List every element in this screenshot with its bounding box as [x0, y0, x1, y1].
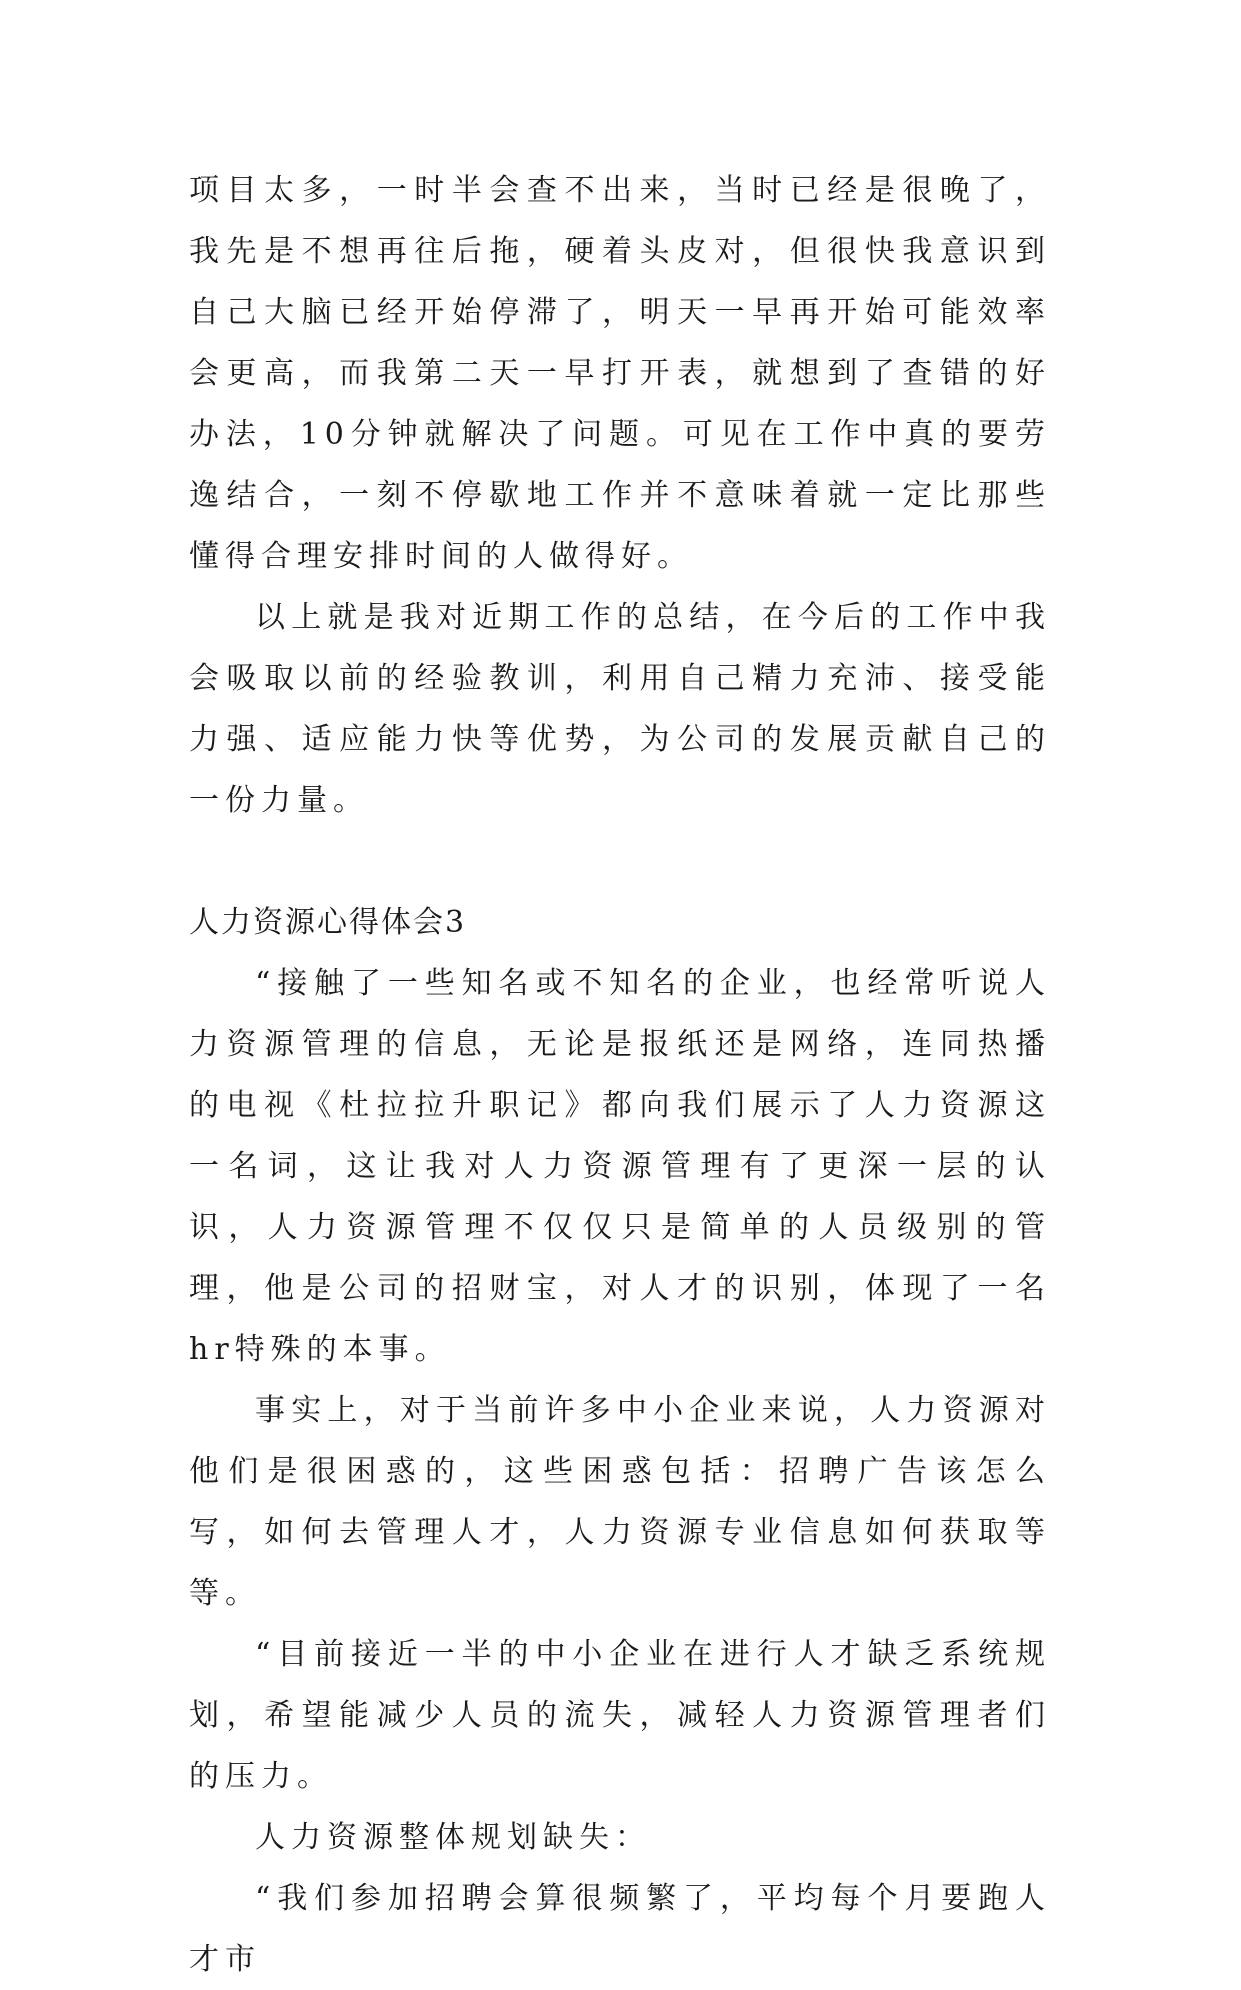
- paragraph-continued: 项目太多，一时半会查不出来，当时已经是很晚了，我先是不想再往后拖，硬着头皮对，但很快我意识到自己大脑已经开始停滞了，明天一早再开始可能效率会更高，而我第二天一早打开表，就想到了查错的好办法，10分钟就解决了问题。可见在工作中真的要劳逸结合，一刻不停歇地工作并不意味着就一定比那些懂得合理安排时间的人做得好。: [189, 173, 1051, 574]
- paragraph-recruitment-quote: “我们参加招聘会算很频繁了，平均每个月要跑人才市: [189, 1881, 1051, 1977]
- paragraph-summary: 以上就是我对近期工作的总结，在今后的工作中我会吸取以前的经验教训，利用自己精力充沛、接受能力强、适应能力快等优势，为公司的发展贡献自己的一份力量。: [189, 600, 1051, 818]
- paragraph-subheading: 人力资源整体规划缺失：: [255, 1820, 651, 1855]
- paragraph-sme-confusion: 事实上，对于当前许多中小企业来说，人力资源对他们是很困惑的，这些困惑包括：招聘广告该怎么写，如何去管理人才，人力资源专业信息如何获取等等。: [189, 1393, 1051, 1611]
- document-body: [189, 160, 1051, 1990]
- section-heading: 人力资源心得体会3: [189, 905, 467, 940]
- paragraph-quote-intro: “接触了一些知名或不知名的企业，也经常听说人力资源管理的信息，无论是报纸还是网络，连同热播的电视《杜拉拉升职记》都向我们展示了人力资源这一名词，这让我对人力资源管理有了更深一层的认识，人力资源管理不仅仅只是简单的人员级别的管理，他是公司的招财宝，对人才的识别，体现了一名hr特殊的本事。: [189, 966, 1051, 1367]
- paragraph-planning-quote: “目前接近一半的中小企业在进行人才缺乏系统规划，希望能减少人员的流失，减轻人力资源管理者们的压力。: [189, 1637, 1051, 1794]
